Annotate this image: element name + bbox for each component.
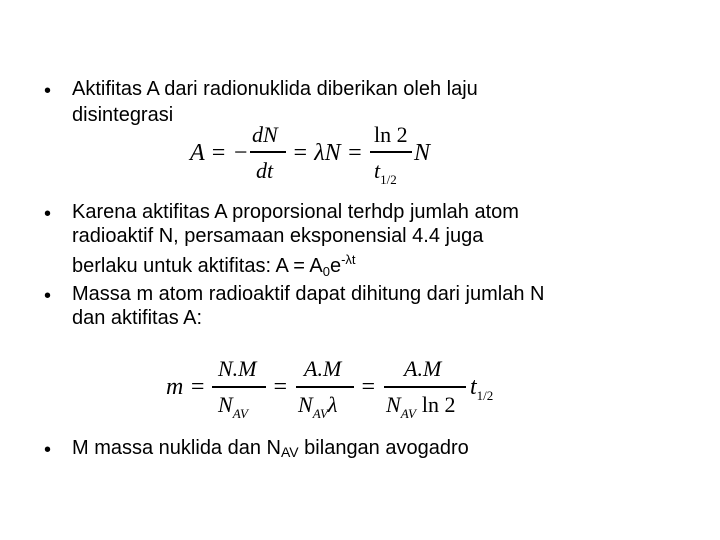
eq2-equals-1: = [272,374,289,400]
bullet-2-line-1: Karena aktifitas A proporsional terhdp jumlah atom [72,201,519,223]
eq1-lhs: A = − [190,140,249,166]
bullet-2-line-2: radioaktif N, persamaan eksponensial 4.4 juga [72,225,484,247]
eq2-frac2-numerator: A.M [304,356,342,381]
eq2-frac3-denominator: $N_{AV}$ ln 2 [386,392,456,421]
eq2-frac1-denominator: $N_{AV}$ [218,392,248,421]
eq2-tail: $t_{1/2}$ [470,374,494,403]
bullet-2-line-3: berlaku untuk aktifitas: $A = A_0e^{-\lambda t}$ [72,252,356,279]
eq1-frac2-denominator: $t_{1/2}$ [374,158,397,187]
eq1-mid: = λN = [292,140,363,166]
eq1-frac1-denominator: dt [256,158,274,183]
eq1-frac2-bar [370,151,412,153]
bullet-1-line-1: Aktifitas A dari radionuklida diberikan oleh laju [72,78,478,100]
eq2-frac1-numerator: N.M [218,356,257,381]
eq1-frac2-numerator: ln 2 [374,122,408,147]
eq2-frac3-numerator: A.M [404,356,442,381]
bullet-3-line-2: dan aktifitas A: [72,307,203,329]
eq1-frac1-bar [250,151,286,153]
bullet-marker: • [44,80,52,102]
eq2-equals-2: = [360,374,377,400]
bullet-4-line-1: M massa nuklida dan $N_{AV}$ bilangan avogadro [72,437,469,460]
eq2-frac1-bar [212,386,266,388]
eq2-lhs: m = [166,374,206,400]
bullet-marker: • [44,285,52,307]
eq2-frac3-bar [384,386,466,388]
bullet-marker: • [44,203,52,225]
eq1-frac1-numerator: dN [252,122,278,147]
eq1-tail: N [414,140,431,166]
bullet-3-line-1: Massa m atom radioaktif dapat dihitung dari jumlah N [72,283,545,305]
eq2-frac2-bar [296,386,354,388]
bullet-1-line-2: disintegrasi [72,104,174,126]
eq2-frac2-denominator: $N_{AV}\lambda$ [298,392,338,421]
bullet-marker: • [44,439,52,461]
